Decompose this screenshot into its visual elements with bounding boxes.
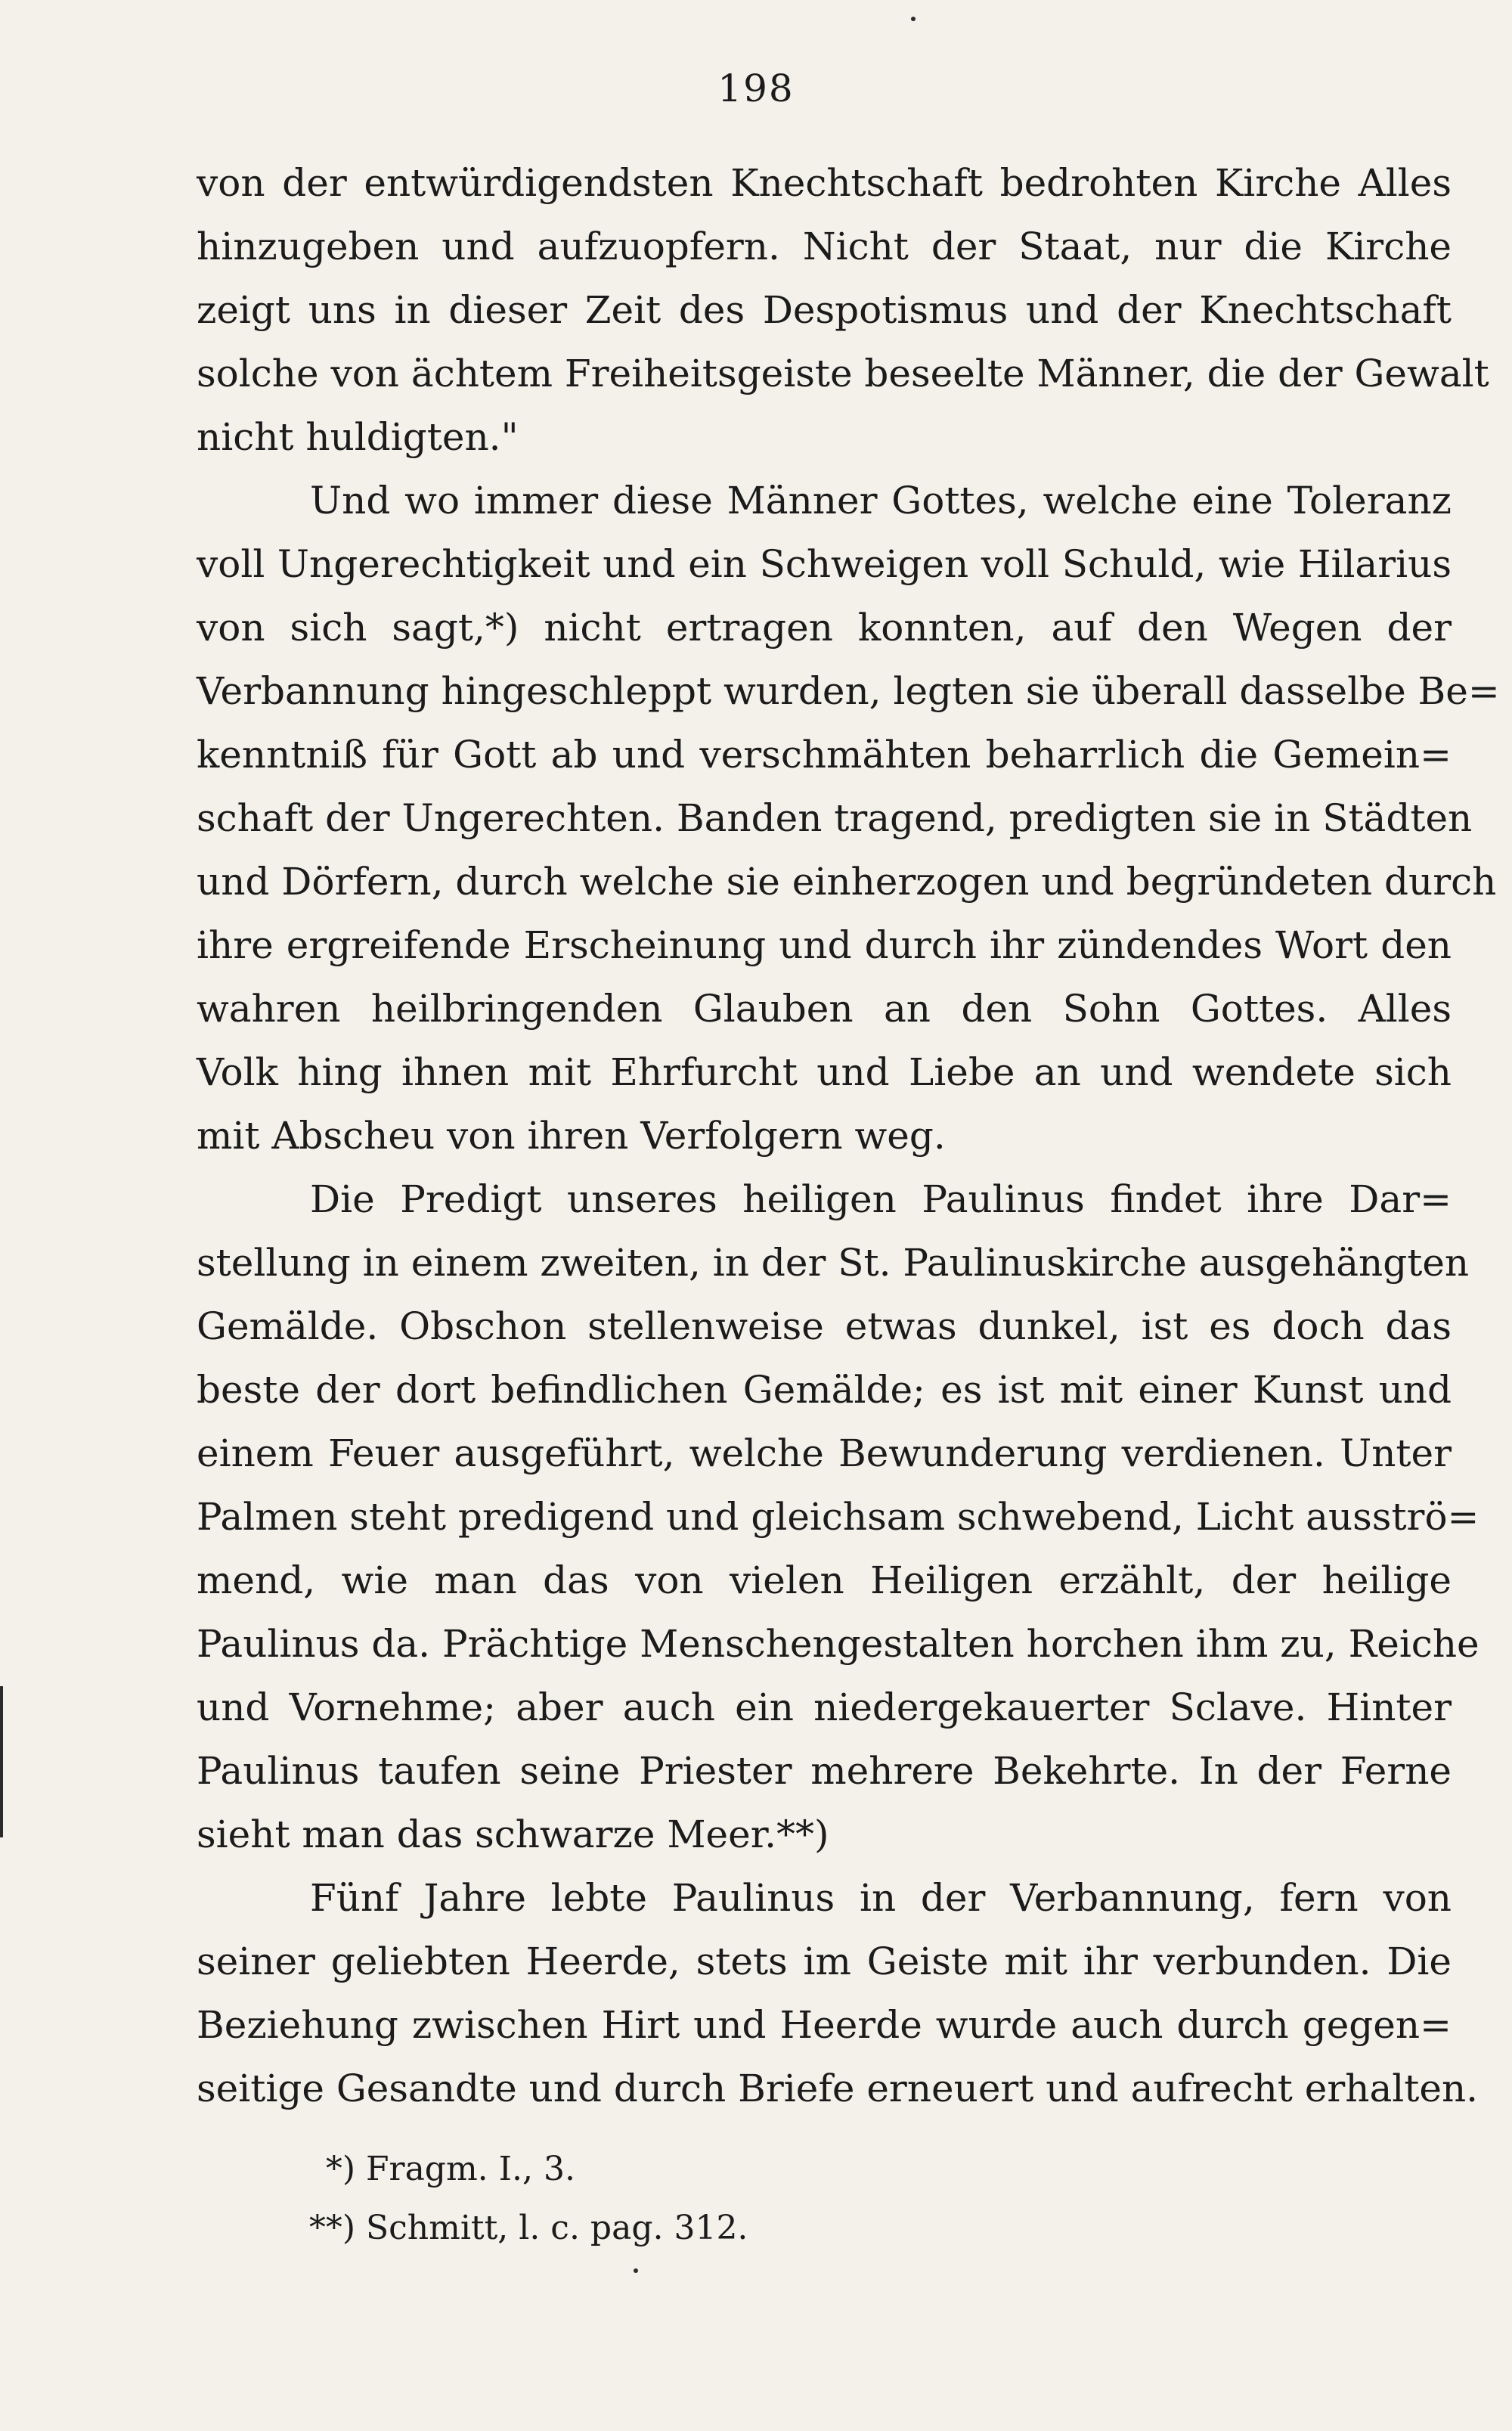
page-number: 198 <box>717 67 795 110</box>
text-line: seiner geliebten Heerde, stets im Geiste mit ihr verbunden. Die <box>197 1940 1452 1983</box>
text-line: beste der dort befindlichen Gemälde; es ist mit einer Kunst und <box>197 1368 1452 1412</box>
text-line: von sich sagt,*) nicht ertragen konnten, auf den Wegen der <box>197 606 1452 650</box>
text-line: einem Feuer ausgeführt, welche Bewunderung verdienen. Unter <box>197 1431 1452 1475</box>
paragraph-2 <box>197 469 1500 1167</box>
paragraph-3 <box>197 1167 1479 1866</box>
text-line: Beziehung zwischen Hirt und Heerde wurde auch durch gegen= <box>197 2003 1452 2047</box>
text-line: Palmen steht predigend und gleichsam schwebend, Licht ausströ= <box>197 1495 1479 1539</box>
text-line: Und wo immer diese Männer Gottes, welche eine Toleranz <box>310 479 1452 522</box>
print-speck <box>634 2268 638 2273</box>
footnote <box>272 2199 1179 2258</box>
text-line: zeigt uns in dieser Zeit des Despotismus und der Knechtschaft <box>197 288 1452 332</box>
text-line: stellung in einem zweiten, in der St. Paulinuskirche ausgehängten <box>197 1241 1470 1285</box>
text-line: mend, wie man das von vielen Heiligen erzählt, der heilige <box>197 1558 1452 1602</box>
text-line: kenntniß für Gott ab und verschmähten beharrlich die Gemein= <box>197 733 1452 777</box>
text-line: Fünf Jahre lebte Paulinus in der Verbannung, fern von <box>310 1876 1452 1920</box>
text-line: Gemälde. Obschon stellenweise etwas dunkel, ist es doch das <box>197 1304 1452 1348</box>
text-line: und Vornehme; aber auch ein niedergekauerter Sclave. Hinter <box>197 1685 1452 1729</box>
text-line: Paulinus taufen seine Priester mehrere Bekehrte. In der Ferne <box>197 1749 1452 1793</box>
text-line: Paulinus da. Prächtige Menschengestalten horchen ihm zu, Reiche <box>197 1622 1479 1666</box>
print-speck <box>911 17 916 21</box>
text-line: solche von ächtem Freiheitsgeiste beseelte Männer, die der Gewalt <box>197 352 1489 395</box>
text-line: voll Ungerechtigkeit und ein Schweigen voll Schuld, wie Hilarius <box>197 542 1452 586</box>
text-line: wahren heilbringenden Glauben an den Sohn Gottes. Alles <box>197 987 1452 1031</box>
footnote-text: Fragm. I., 3. <box>366 2150 575 2188</box>
text-line: Die Predigt unseres heiligen Paulinus findet ihre Dar= <box>310 1177 1452 1221</box>
text-line: mit Abscheu von ihren Verfolgern weg. <box>197 1114 946 1158</box>
text-line: Verbannung hingeschleppt wurden, legten sie überall dasselbe Be= <box>197 669 1500 713</box>
text-line: ihre ergreifende Erscheinung und durch ihr zündendes Wort den <box>197 923 1452 967</box>
page-edge-shadow <box>0 1686 3 1837</box>
paragraph-1 <box>197 151 1489 469</box>
footnote-text: Schmitt, l. c. pag. 312. <box>366 2209 748 2247</box>
text-line: von der entwürdigendsten Knechtschaft bedrohten Kirche Alles <box>197 161 1452 205</box>
text-line: sieht man das schwarze Meer.**) <box>197 1812 829 1856</box>
text-line: schaft der Ungerechten. Banden tragend, predigten sie in Städten <box>197 796 1473 840</box>
text-line: seitige Gesandte und durch Briefe erneuert und aufrecht erhalten. <box>197 2067 1479 2110</box>
footnote-mark: *) <box>325 2150 355 2188</box>
text-line: Volk hing ihnen mit Ehrfurcht und Liebe an und wendete sich <box>197 1050 1452 1094</box>
footnotes <box>272 2140 1179 2258</box>
paragraph-4 <box>197 1866 1479 2120</box>
text-line: nicht huldigten." <box>197 415 519 459</box>
text-line: hinzugeben und aufzuopfern. Nicht der Staat, nur die Kirche <box>197 225 1452 268</box>
footnote <box>272 2140 1179 2199</box>
text-line: und Dörfern, durch welche sie einherzogen und begründeten durch <box>197 860 1497 904</box>
footnote-mark: **) <box>308 2209 355 2247</box>
body-text <box>197 151 1500 2120</box>
